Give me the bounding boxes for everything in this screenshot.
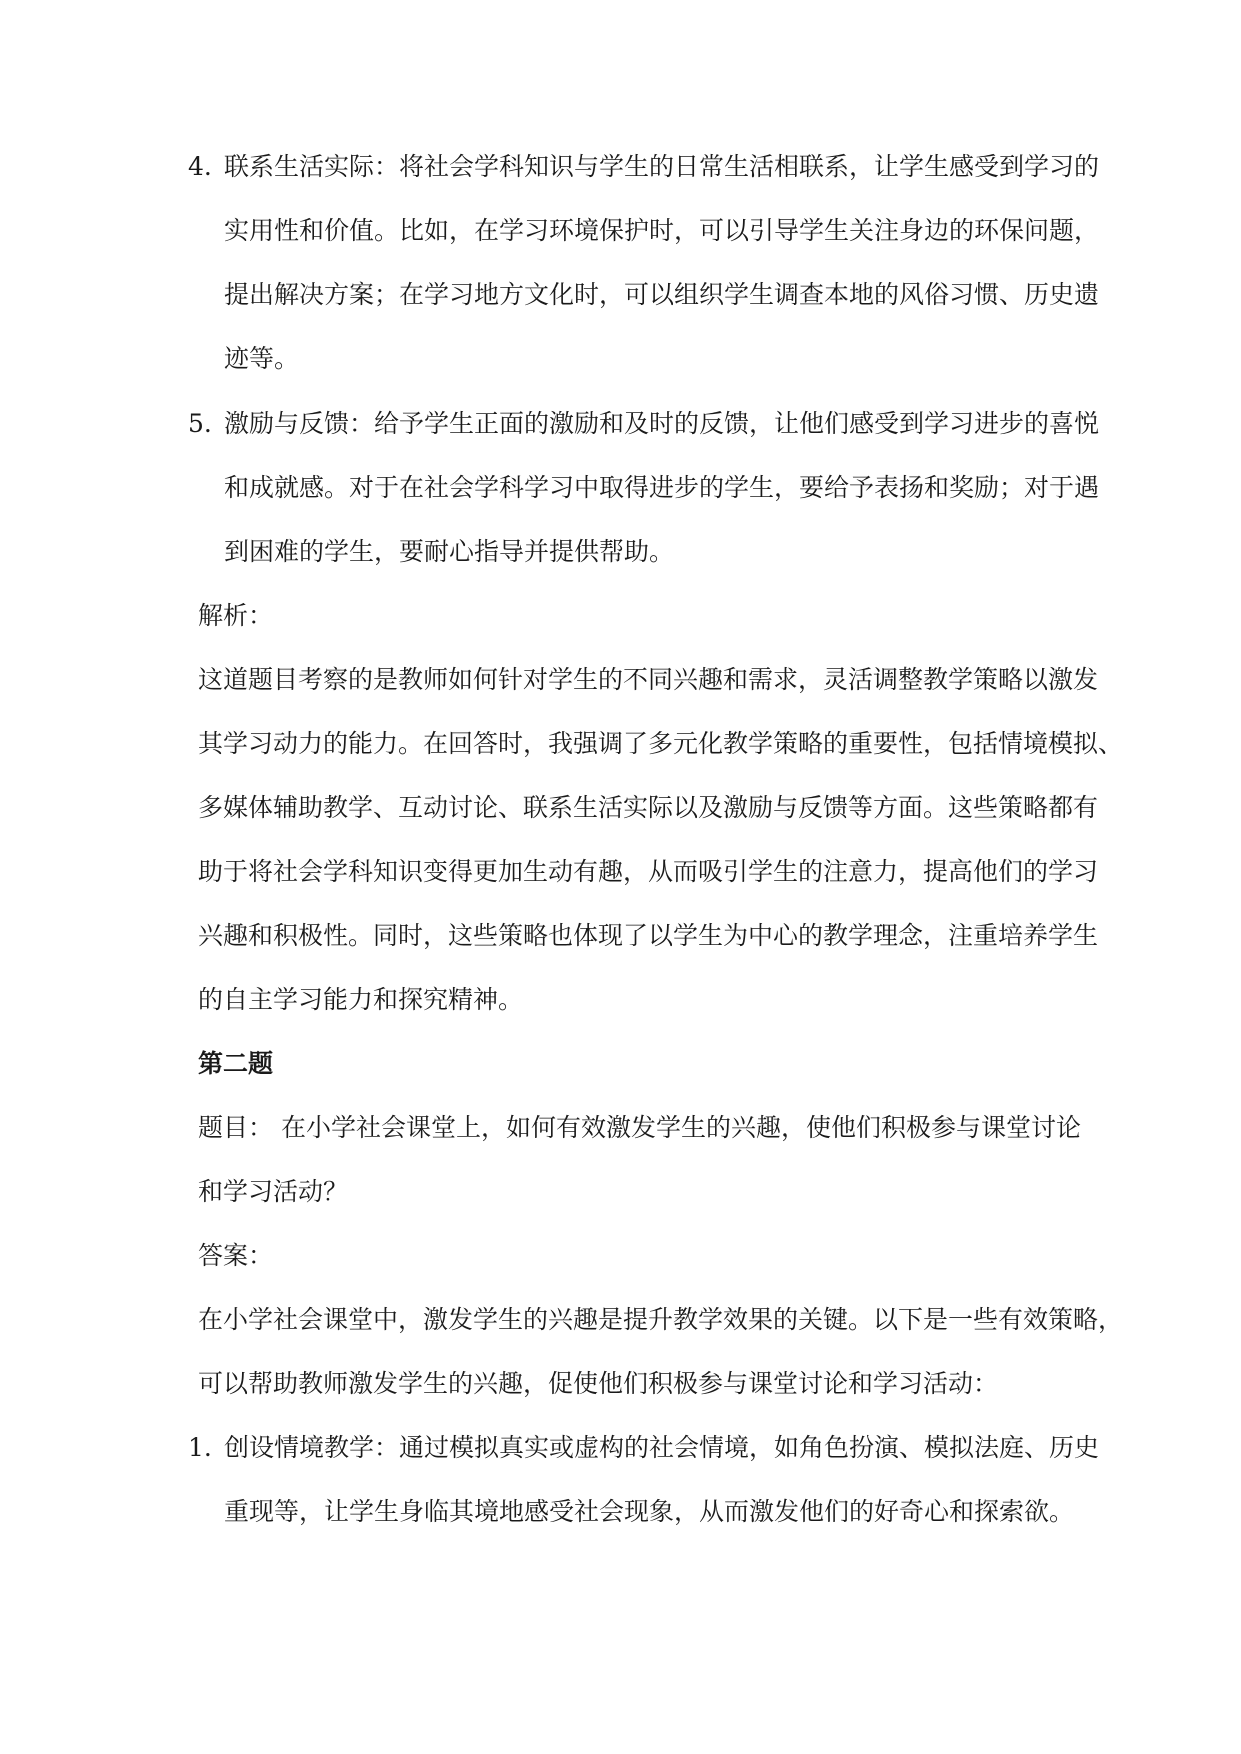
answer-line: 在小学社会课堂中，激发学生的兴趣是提升教学效果的关键。以下是一些有效策略， [198, 1305, 1124, 1334]
list-item-line: 重现等，让学生身临其境地感受社会现象，从而激发他们的好奇心和探索欲。 [224, 1497, 1075, 1526]
list-item-line: 到困难的学生，要耐心指导并提供帮助。 [224, 537, 675, 566]
list-number: 1. [188, 1433, 212, 1462]
analysis-line: 这道题目考察的是教师如何针对学生的不同兴趣和需求，灵活调整教学策略以激发 [198, 665, 1099, 694]
list-item-line: 联系生活实际：将社会学科知识与学生的日常生活相联系，让学生感受到学习的 [224, 152, 1100, 181]
analysis-line: 多媒体辅助教学、互动讨论、联系生活实际以及激励与反馈等方面。这些策略都有 [198, 793, 1099, 822]
list-item-line: 实用性和价值。比如，在学习环境保护时，可以引导学生关注身边的环保问题， [224, 216, 1100, 245]
list-number: 5. [188, 409, 212, 438]
list-item-line: 创设情境教学：通过模拟真实或虚构的社会情境，如角色扮演、模拟法庭、历史 [224, 1433, 1100, 1462]
question-line: 题目： 在小学社会课堂上，如何有效激发学生的兴趣，使他们积极参与课堂讨论 [198, 1113, 1081, 1142]
analysis-label: 解析： [198, 601, 274, 630]
list-item-line: 激励与反馈：给予学生正面的激励和及时的反馈，让他们感受到学习进步的喜悦 [224, 409, 1100, 438]
list-number: 4. [188, 152, 212, 181]
analysis-line: 的自主学习能力和探究精神。 [198, 985, 524, 1014]
analysis-line: 其学习动力的能力。在回答时，我强调了多元化教学策略的重要性，包括情境模拟、 [198, 729, 1124, 758]
section-title: 第二题 [198, 1049, 274, 1078]
answer-label: 答案： [198, 1241, 274, 1270]
list-item-line: 提出解决方案；在学习地方文化时，可以组织学生调查本地的风俗习惯、历史遗 [224, 280, 1100, 309]
analysis-line: 兴趣和积极性。同时，这些策略也体现了以学生为中心的教学理念，注重培养学生 [198, 921, 1099, 950]
list-item-line: 和成就感。对于在社会学科学习中取得进步的学生，要给予表扬和奖励；对于遇 [224, 473, 1100, 502]
analysis-line: 助于将社会学科知识变得更加生动有趣，从而吸引学生的注意力，提高他们的学习 [198, 857, 1099, 886]
answer-line: 可以帮助教师激发学生的兴趣，促使他们积极参与课堂讨论和学习活动： [198, 1369, 999, 1398]
question-line: 和学习活动？ [198, 1177, 349, 1206]
list-item-line: 迹等。 [224, 344, 300, 373]
